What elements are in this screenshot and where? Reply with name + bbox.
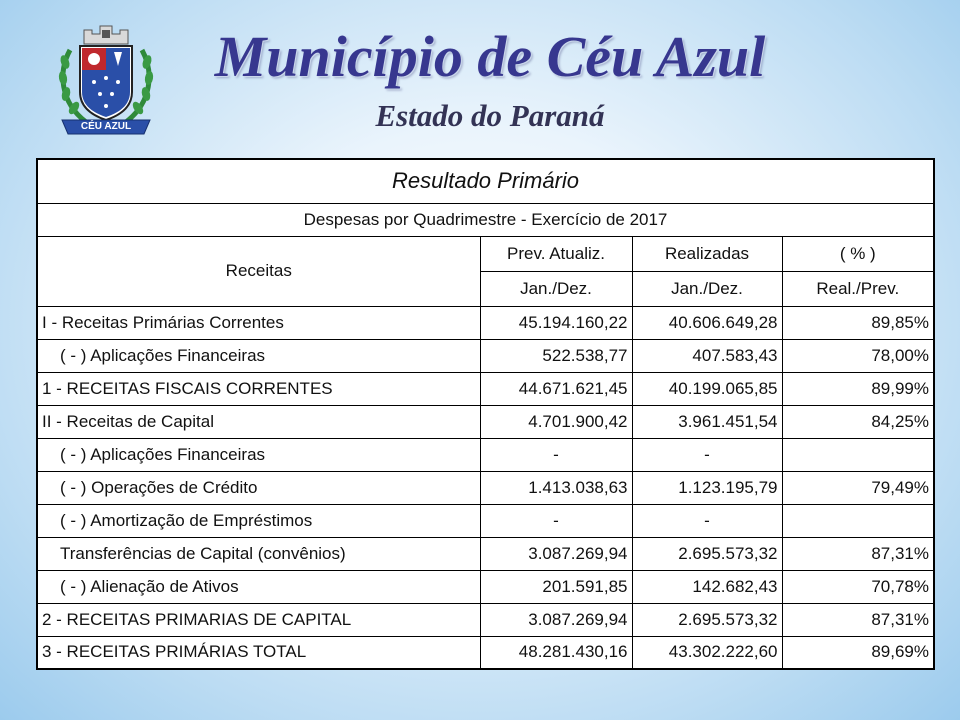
- row-prev: 201.591,85: [480, 570, 632, 603]
- row-real: 40.199.065,85: [632, 372, 782, 405]
- table-row: [37, 438, 934, 471]
- col-header-receitas: Receitas: [37, 236, 480, 306]
- row-label: 2 - RECEITAS PRIMARIAS DE CAPITAL: [37, 603, 480, 636]
- table-row-total: [37, 636, 934, 669]
- table-title: Resultado Primário: [37, 159, 934, 203]
- row-pct: 84,25%: [782, 405, 934, 438]
- row-prev: 45.194.160,22: [480, 306, 632, 339]
- row-pct: 79,49%: [782, 471, 934, 504]
- row-label: Transferências de Capital (convênios): [37, 537, 480, 570]
- row-label: ( - ) Amortização de Empréstimos: [37, 504, 480, 537]
- table-header-row: [37, 236, 934, 271]
- row-prev: -: [480, 438, 632, 471]
- col-subheader-real: Jan./Dez.: [632, 271, 782, 306]
- row-pct: 87,31%: [782, 603, 934, 636]
- row-real: -: [632, 438, 782, 471]
- table-row: [37, 570, 934, 603]
- row-label: 3 - RECEITAS PRIMÁRIAS TOTAL: [37, 636, 480, 669]
- row-label: ( - ) Operações de Crédito: [37, 471, 480, 504]
- col-subheader-pct: Real./Prev.: [782, 271, 934, 306]
- table-row: [37, 306, 934, 339]
- municipal-crest-logo: [56, 22, 156, 138]
- row-prev: 48.281.430,16: [480, 636, 632, 669]
- row-prev: 3.087.269,94: [480, 537, 632, 570]
- row-real: 407.583,43: [632, 339, 782, 372]
- col-header-real: Realizadas: [632, 236, 782, 271]
- row-prev: 522.538,77: [480, 339, 632, 372]
- row-pct: 89,85%: [782, 306, 934, 339]
- row-prev: -: [480, 504, 632, 537]
- row-real: 43.302.222,60: [632, 636, 782, 669]
- page-title: Município de Céu Azul: [214, 24, 766, 89]
- row-label: ( - ) Aplicações Financeiras: [37, 438, 480, 471]
- table-row: [37, 471, 934, 504]
- row-pct: 70,78%: [782, 570, 934, 603]
- table-row: [37, 537, 934, 570]
- table-row: [37, 405, 934, 438]
- col-header-prev: Prev. Atualiz.: [480, 236, 632, 271]
- row-real: 3.961.451,54: [632, 405, 782, 438]
- row-label: ( - ) Aplicações Financeiras: [37, 339, 480, 372]
- row-real: 142.682,43: [632, 570, 782, 603]
- row-prev: 1.413.038,63: [480, 471, 632, 504]
- col-header-pct: ( % ): [782, 236, 934, 271]
- row-label: 1 - RECEITAS FISCAIS CORRENTES: [37, 372, 480, 405]
- row-pct: 87,31%: [782, 537, 934, 570]
- row-pct: 89,99%: [782, 372, 934, 405]
- row-prev: 44.671.621,45: [480, 372, 632, 405]
- row-prev: 3.087.269,94: [480, 603, 632, 636]
- row-pct: 89,69%: [782, 636, 934, 669]
- row-real: 40.606.649,28: [632, 306, 782, 339]
- row-real: -: [632, 504, 782, 537]
- row-real: 1.123.195,79: [632, 471, 782, 504]
- table-row: [37, 603, 934, 636]
- resultado-primario-table: [36, 158, 935, 670]
- table-row: [37, 504, 934, 537]
- table-title-row: [37, 159, 934, 203]
- row-label: ( - ) Alienação de Ativos: [37, 570, 480, 603]
- row-label: II - Receitas de Capital: [37, 405, 480, 438]
- row-label: I - Receitas Primárias Correntes: [37, 306, 480, 339]
- row-real: 2.695.573,32: [632, 537, 782, 570]
- row-pct: [782, 438, 934, 471]
- row-prev: 4.701.900,42: [480, 405, 632, 438]
- col-subheader-prev: Jan./Dez.: [480, 271, 632, 306]
- page-subtitle: Estado do Paraná: [375, 98, 605, 133]
- table-subtitle-row: [37, 203, 934, 236]
- table-row: [37, 339, 934, 372]
- crest-banner-text: CÉU AZUL: [80, 121, 132, 132]
- table-row: [37, 372, 934, 405]
- row-pct: 78,00%: [782, 339, 934, 372]
- row-real: 2.695.573,32: [632, 603, 782, 636]
- row-pct: [782, 504, 934, 537]
- table-subtitle: Despesas por Quadrimestre - Exercício de 2017: [37, 203, 934, 236]
